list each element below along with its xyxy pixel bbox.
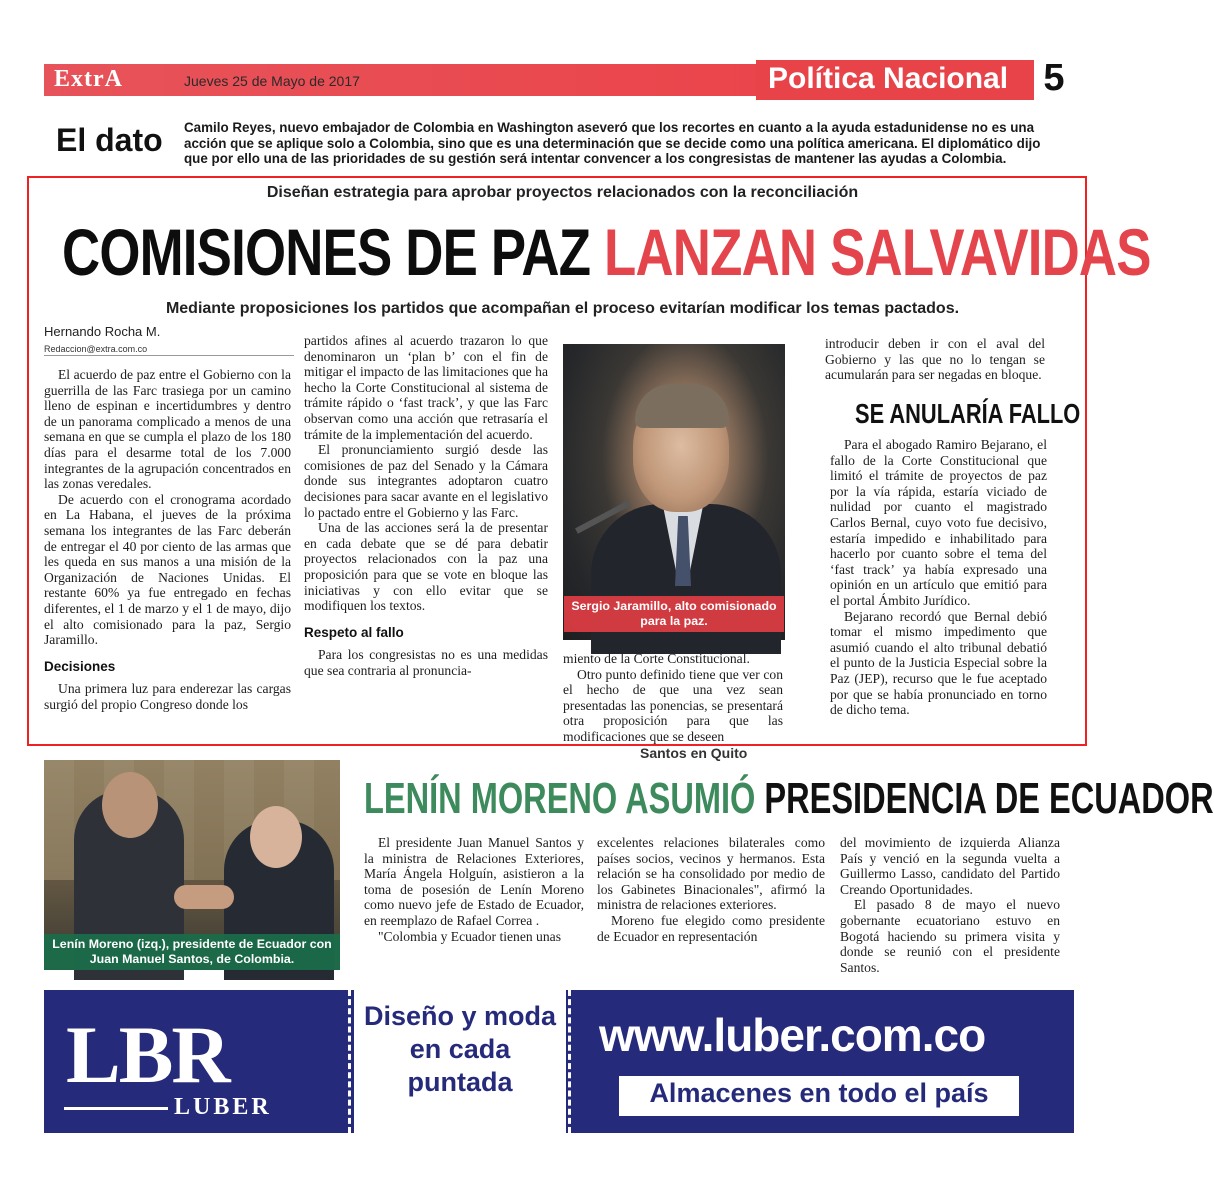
paragraph: del movimiento de izquierda Alianza País y venció en la segunda vuelta a Guillermo Lasso, candidato del Partido Creando Oportunidades. <box>840 835 1060 897</box>
ad-slogan: Diseño y moda en cada puntada <box>363 1001 557 1097</box>
author-byline: Hernando Rocha M. <box>44 324 161 339</box>
luber-logo: LBR <box>66 1009 229 1100</box>
headline-green-part: LENÍN MORENO ASUMIÓ <box>364 774 756 823</box>
photo-head-left <box>102 772 158 838</box>
main-column-1 <box>44 367 291 712</box>
main-column-2 <box>304 333 548 678</box>
paragraph: "Colombia y Ecuador tienen unas <box>378 928 561 944</box>
dato-text: Camilo Reyes, nuevo embajador de Colombia en Washington aseveró que los recortes en cuanto a la ayuda estadunidense no es una acción que se aplique solo a Colombia, sino que es una determinación que se decide como una política americana. El diplomático dijo que por ello una de las prioridades de su gestión será intentar convencer a los congresistas de mantener las ayudas a Colombia. <box>184 120 1041 166</box>
stitch-line <box>568 990 571 1133</box>
main-headline <box>62 212 1151 292</box>
main-deck: Mediante proposiciones los partidos que acompañan el proceso evitarían modificar los temas pactados. <box>165 300 960 317</box>
ad-url: www.luber.com.co <box>599 1009 986 1061</box>
author-email: Redaccion@extra.com.co <box>44 344 294 356</box>
paragraph: Para el abogado Ramiro Bejarano, el fallo de la Corte Constitucional que limitó el trámite de proyectos de paz por la vía rápida, estaría viciado de nulidad por cuanto el magistrado Carlos Bernal, cuyo voto fue decisivo, estaría impedido e inhabilitado para hacerlo por cuanto sobre el tema del ‘fast track’ ya había expresado una opinión en un artículo que emitió para el portal Ámbito Jurídico. <box>830 437 1047 608</box>
paragraph: El presidente Juan Manuel Santos y la ministra de Relaciones Exteriores, María Ángela Holguín, asistieron a la toma de posesión de Lenín Moreno como nuevo jefe de Estado de Ecuador, en reemplazo de Rafael Correa . <box>364 835 584 928</box>
newspaper-logo: ExtrA <box>54 66 123 92</box>
main-kicker: Diseñan estrategia para aprobar proyectos relacionados con la reconciliación <box>266 184 859 201</box>
logo-rule <box>64 1107 168 1110</box>
headline-red-part: LANZAN SALVAVIDAS <box>604 215 1151 289</box>
page-number: 5 <box>1034 54 1074 102</box>
paragraph: El pasado 8 de mayo el nuevo gobernante ecuatoriano estuvo en Bogotá haciendo su primera visita y donde se reunió con el presidente Santos. <box>840 897 1060 975</box>
paragraph: Otro punto definido tiene que ver con el hecho de que una vez sean presentadas las ponencias, se presentará otra proposición para que las modificaciones que se deseen <box>563 666 783 744</box>
ad-stores: Almacenes en todo el país <box>649 1078 989 1108</box>
paragraph: Bejarano recordó que Bernal debió tomar el mismo impedimento que asumió cuando el alto tribunal debatió el punto de la Justicia Especial sobre la Paz (JEP), recurso que le fue aceptado por que se había pronunciado en torno de dicho tema. <box>830 608 1047 718</box>
sidebar-heading: SE ANULARÍA FALLO <box>855 398 1081 429</box>
subheading: Decisiones <box>44 658 116 674</box>
main-column-4-top <box>825 336 1045 383</box>
photo-head-right <box>250 806 302 868</box>
masthead <box>44 57 1074 102</box>
second-kicker: Santos en Quito <box>640 745 748 761</box>
headline-black-part: PRESIDENCIA DE ECUADOR <box>764 774 1214 823</box>
paragraph: Para los congresistas no es una medidas que sea contraria al pronuncia- <box>304 647 548 678</box>
headline-black-part: COMISIONES DE PAZ <box>62 215 591 289</box>
paragraph: introducir deben ir con el aval del Gobierno y las que no lo tengan se acumularán para ser negadas en bloque. <box>825 336 1045 383</box>
luber-advertisement <box>44 990 1074 1133</box>
section-title: Política Nacional <box>768 62 1009 95</box>
main-column-4 <box>830 437 1047 718</box>
paragraph: partidos afines al acuerdo trazaron lo que denominaron un ‘plan b’ con el fin de mitigar el impacto de las limitaciones que ha hecho la Corte Constitucional al sistema de trámite rápido o ‘fast track’, y que las Farc observan como una acción que retrasaría el trámite de la implementación del acuerdo. <box>304 333 548 442</box>
second-column-2 <box>597 835 825 944</box>
dato-label: El dato <box>56 122 163 158</box>
photo-figure-hair <box>635 384 729 428</box>
second-column-3 <box>840 835 1060 975</box>
subheading: Respeto al fallo <box>304 624 404 640</box>
second-column-1 <box>364 835 584 944</box>
photo-caption: Sergio Jaramillo, alto comisionado para la paz. <box>564 596 784 632</box>
issue-date: Jueves 25 de Mayo de 2017 <box>184 73 360 89</box>
luber-wordmark: LUBER <box>174 1094 272 1120</box>
photo-caption: Lenín Moreno (izq.), presidente de Ecuador con Juan Manuel Santos, de Colombia. <box>44 934 340 970</box>
stitch-line <box>348 990 351 1133</box>
second-headline <box>364 774 1214 824</box>
paragraph: De acuerdo con el cronograma acordado en La Habana, el jueves de la próxima semana los integrantes de las Farc deberán de entregar el 40 por ciento de las armas que les queda en sus manos a una misión de la Organización de Naciones Unidas. El restante 60% ya fue entregado en fechas diferentes, el 1 de marzo y el 1 de mayo, dijo el alto comisionado para la paz, Sergio Jaramillo. <box>44 491 291 648</box>
paragraph: El acuerdo de paz entre el Gobierno con la guerrilla de las Farc trasiega por un camino lleno de espinan e incertidumbres y dentro de un panorama complicado a menos de una semana en que se cumpla el plazo de los 180 días para el desarme total de los 7.000 integrantes de la agrupación concentrados en las zonas veredales. <box>44 367 291 492</box>
paragraph: Una primera luz para enderezar las cargas surgió del propio Congreso donde los <box>44 681 291 712</box>
paragraph: El pronunciamiento surgió desde las comisiones de paz del Senado y la Cámara donde sus integrantes adoptaron cuatro decisiones para sacar avante en el legislativo lo pactado entre el Gobierno y las Farc. <box>304 442 548 520</box>
main-column-3 <box>563 651 783 745</box>
paragraph: miento de la Corte Constitucional. <box>563 651 750 666</box>
paragraph: Una de las acciones será la de presentar en cada debate que se dé para debatir proyectos relacionados con la paz una proposición para que se vote en bloque las iniciativas y con ello evitar que se modifiquen los textos. <box>304 520 548 614</box>
paragraph: excelentes relaciones bilaterales como países socios, vecinos y hermanos. Esta relación se ha consolidado por medio de los Gabinetes Binacionales", afirmó la ministra de relaciones exteriores. <box>597 835 825 913</box>
paragraph: Moreno fue elegido como presidente de Ecuador en representación <box>597 912 825 944</box>
handshake <box>174 885 234 909</box>
